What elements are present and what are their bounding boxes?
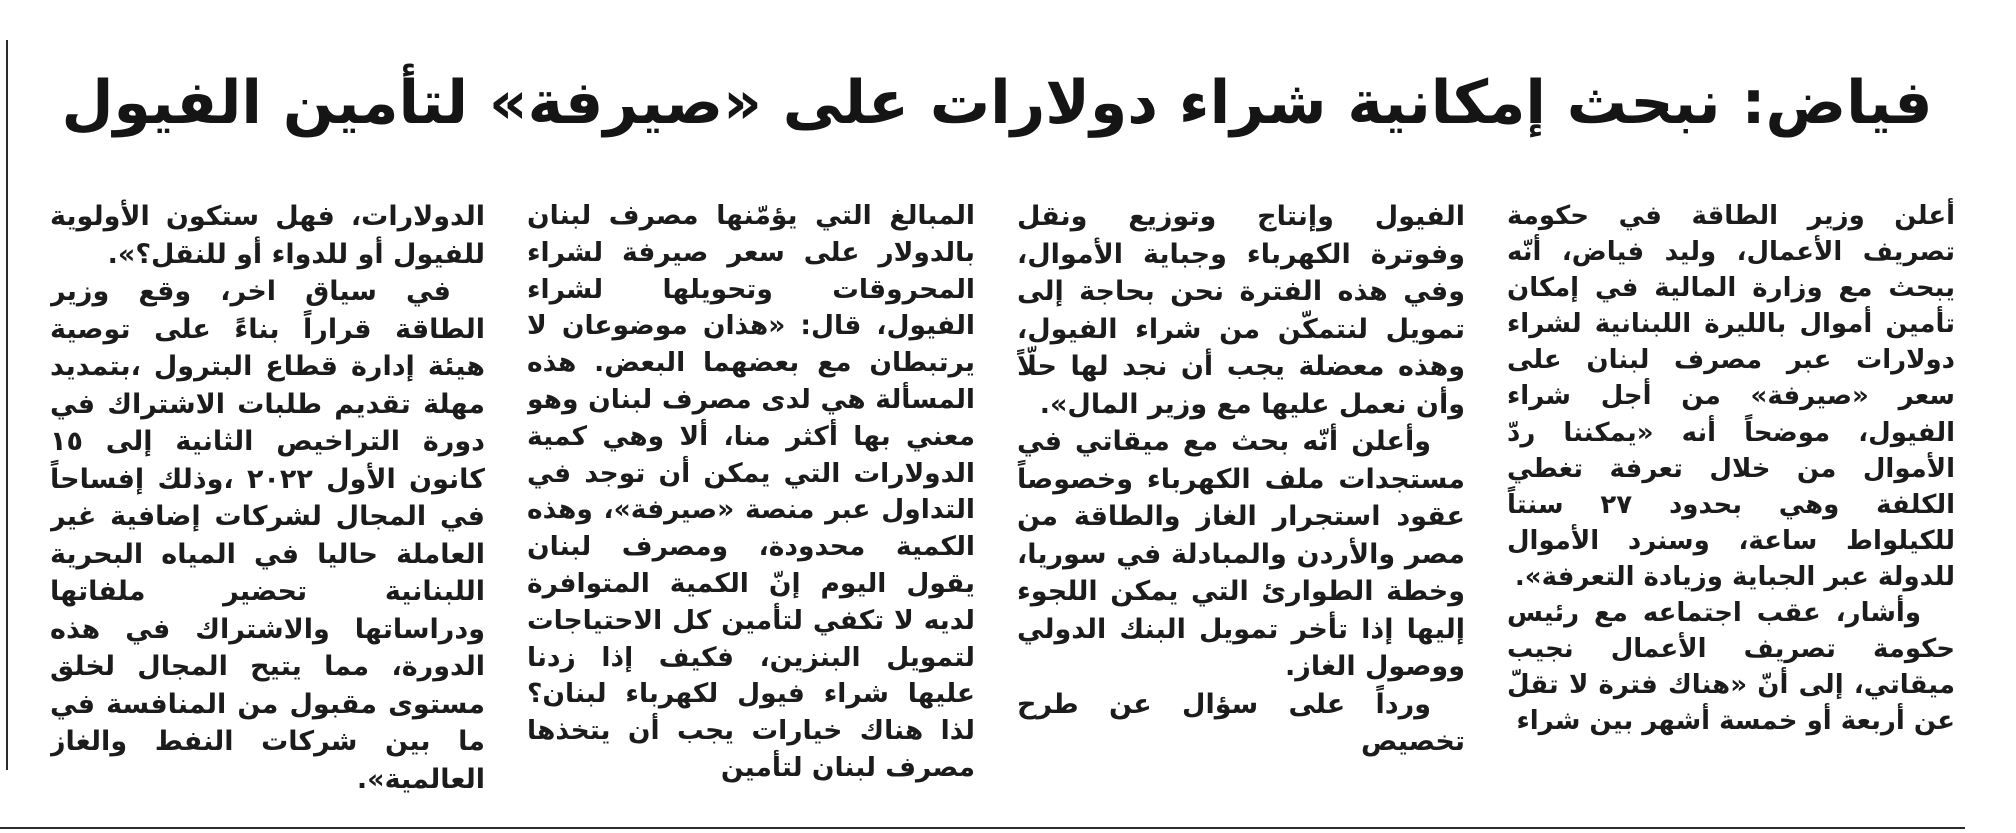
article-column-4 [50,198,485,798]
article-paragraph: الدولارات، فهل ستكون الأولوية للفيول أو للدواء أو للنقل؟». [50,201,485,270]
article-paragraph: وأشار، عقب اجتماعه مع رئيس حكومة تصريف الأعمال نجيب ميقاتي، إلى أنّ «هناك فترة لا تقلّ عن أربعة أو خمسة أشهر بين شراء [1507,598,1955,737]
article-paragraph: المبالغ التي يؤمّنها مصرف لبنان بالدولار على سعر صيرفة لشراء المحروقات وتحويلها لشراء الفيول، قال: «هذان موضوعان لا يرتبطان مع بعضهما البعض. هذه المسألة هي لدى مصرف لبنان وهو معني بها أكثر منا، ألا وهي كمية الدولارات التي يمكن أن توجد في التداول عبر منصة «صيرفة»، وهذه الكمية محدودة، ومصرف لبنان يقول اليوم إنّ الكمية المتوافرة لديه لا تكفي لتأمين كل الاحتياجات لتمويل البنزين، فكيف إذا زدنا عليها شراء فيول لكهرباء لبنان؟ لذا هناك خيارات يجب أن يتخذها مصرف لبنان لتأمين [527,200,975,783]
article-body [50,198,1955,798]
column-divider-left [6,40,8,770]
bottom-divider [0,827,1965,829]
article-paragraph: في سياق اخر، وقع وزير الطاقة قراراً بناءً على توصية هيئة إدارة قطاع البترول ،بتمديد مهلة تقديم طلبات الاشتراك في دورة التراخيص الثانية إلى ١٥ كانون الأول ٢٠٢٢ ،وذلك إفساحاً في المجال لشركات إضافية غير العاملة حاليا في المياه البحرية اللبنانية تحضير ملفاتها ودراساتها والاشتراك في هذه الدورة، مما يتيح المجال لخلق مستوى مقبول من المنافسة في ما بين شركات النفط والغاز العالمية». [50,276,485,795]
article-paragraph: وأعلن أنّه بحث مع ميقاتي في مستجدات ملف الكهرباء وخصوصاً عقود استجرار الغاز والطاقة من مصر والأردن والمبادلة في سوريا، وخطة الطوارئ التي يمكن اللجوء إليها إذا تأخر تمويل البنك الدولي ووصول الغاز. [1017,426,1465,682]
article-paragraph: ورداً على سؤال عن طرح تخصيص [1017,688,1465,757]
article-headline: فياض: نبحث إمكانية شراء دولارات على «صيرفة» لتأمين الفيول [61,68,1933,138]
article-column-1 [1507,198,1955,798]
article-column-3 [527,198,975,798]
article-column-2 [1017,198,1465,798]
article-paragraph: أعلن وزير الطاقة في حكومة تصريف الأعمال، وليد فياض، أنّه يبحث مع وزارة المالية في إمكان تأمين أموال بالليرة اللبنانية لشراء دولارات عبر مصرف لبنان على سعر «صيرفة» من أجل شراء الفيول، موضحاً أنه «يمكننا ردّ الأموال من خلال تعرفة تغطي الكلفة وهي بحدود ٢٧ سنتاً للكيلواط ساعة، وسنرد الأموال للدولة عبر الجباية وزيادة التعرفة». [1507,201,1955,592]
article-paragraph: الفيول وإنتاج وتوزيع ونقل وفوترة الكهرباء وجباية الأموال، وفي هذه الفترة نحن بحاجة إلى تمويل لنتمكّن من شراء الفيول، وهذه معضلة يجب أن نجد لها حلّاً وأن نعمل عليها مع وزير المال». [1017,201,1465,420]
